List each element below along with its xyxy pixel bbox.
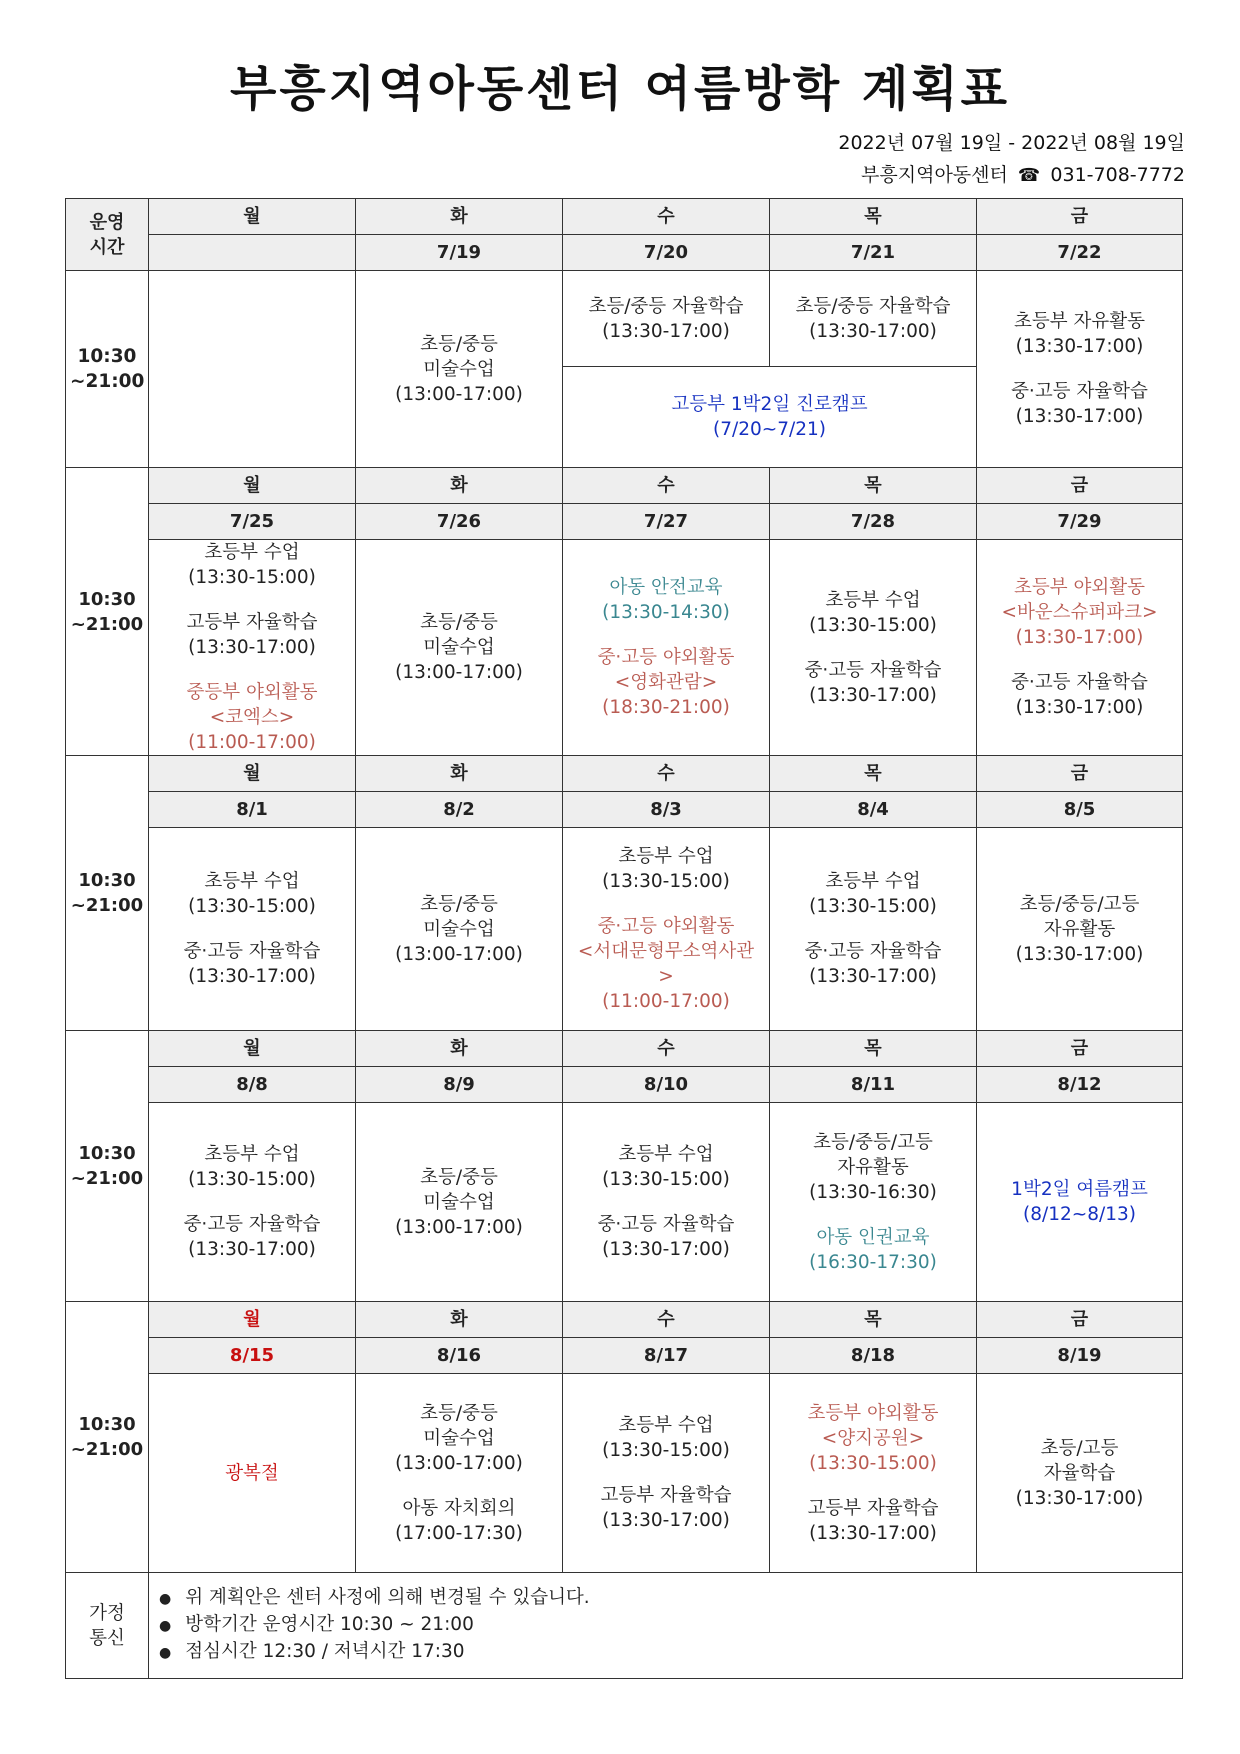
date-cell: 8/11	[770, 1067, 977, 1103]
day-wed: 수	[563, 1031, 770, 1067]
schedule-cell: 초등부 자유활동 (13:30-17:00) 중·고등 자율학습 (13:30-17:00)	[977, 271, 1183, 468]
bullet-icon: ●	[159, 1645, 172, 1661]
day-thu: 목	[770, 199, 977, 235]
day-mon: 월	[149, 1031, 356, 1067]
schedule-cell: 초등부 수업 (13:30-15:00) 중·고등 자율학습 (13:30-17:00)	[149, 828, 356, 1031]
date-cell: 7/28	[770, 504, 977, 540]
list-item: ● 점심시간 12:30 / 저녁시간 17:30	[159, 1641, 465, 1662]
bullet-icon: ●	[159, 1591, 172, 1607]
contact-info	[861, 160, 1185, 187]
phone-icon: ☎	[1017, 165, 1041, 186]
date-cell: 7/19	[356, 235, 563, 271]
day-fri: 금	[977, 468, 1183, 504]
date-cell: 8/3	[563, 792, 770, 828]
date-cell: 8/2	[356, 792, 563, 828]
schedule-cell: 초등/중등 미술수업 (13:00-17:00)	[356, 271, 563, 468]
schedule-cell: 초등/중등/고등 자유활동 (13:30-17:00)	[977, 828, 1183, 1031]
day-mon: 월	[149, 468, 356, 504]
day-mon-holiday: 월	[149, 1302, 356, 1338]
schedule-cell-empty	[149, 271, 356, 468]
date-cell: 8/16	[356, 1338, 563, 1374]
day-fri: 금	[977, 1302, 1183, 1338]
day-tue: 화	[356, 1302, 563, 1338]
day-tue: 화	[356, 756, 563, 792]
bullet-icon: ●	[159, 1618, 172, 1634]
phone-number: 031-708-7772	[1050, 164, 1185, 186]
schedule-cell: 아동 안전교육 (13:30-14:30) 중·고등 야외활동 <영화관람> (18:30-21:00)	[563, 540, 770, 756]
summer-camp-event: 1박2일 여름캠프 (8/12~8/13)	[977, 1103, 1183, 1302]
day-tue: 화	[356, 199, 563, 235]
date-cell-holiday: 8/15	[149, 1338, 356, 1374]
day-thu: 목	[770, 756, 977, 792]
schedule-cell: 초등부 야외활동 <바운스슈퍼파크> (13:30-17:00) 중·고등 자율학습 (13:30-17:00)	[977, 540, 1183, 756]
operating-time: 10:30 ~21:00	[66, 756, 149, 1031]
day-tue: 화	[356, 468, 563, 504]
schedule-cell: 초등/고등 자율학습 (13:30-17:00)	[977, 1374, 1183, 1573]
schedule-cell: 초등부 수업 (13:30-15:00) 고등부 자율학습 (13:30-17:00)	[563, 1374, 770, 1573]
schedule-cell: 초등부 수업 (13:30-15:00) 중·고등 야외활동 <서대문형무소역사관 > (11:00-17:00)	[563, 828, 770, 1031]
holiday-cell: 광복절	[149, 1374, 356, 1573]
day-fri: 금	[977, 199, 1183, 235]
day-wed: 수	[563, 1302, 770, 1338]
date-cell: 7/21	[770, 235, 977, 271]
date-cell: 8/1	[149, 792, 356, 828]
schedule-cell: 초등/중등 미술수업 (13:00-17:00)	[356, 1103, 563, 1302]
date-cell: 8/18	[770, 1338, 977, 1374]
page-title: 부흥지역아동센터 여름방학 계획표	[230, 61, 1010, 117]
date-cell: 8/8	[149, 1067, 356, 1103]
schedule-cell: 초등부 수업 (13:30-15:00) 고등부 자율학습 (13:30-17:00) 중등부 야외활동 <코엑스> (11:00-17:00)	[149, 540, 356, 756]
date-cell: 7/26	[356, 504, 563, 540]
schedule-cell: 초등/중등 미술수업 (13:00-17:00)	[356, 540, 563, 756]
schedule-cell: 초등/중등 자율학습 (13:30-17:00)	[770, 271, 977, 367]
center-name: 부흥지역아동센터	[861, 164, 1008, 186]
schedule-cell: 초등부 야외활동 <양지공원> (13:30-15:00) 고등부 자율학습 (13:30-17:00)	[770, 1374, 977, 1573]
day-fri: 금	[977, 756, 1183, 792]
day-mon: 월	[149, 756, 356, 792]
date-cell: 8/4	[770, 792, 977, 828]
time-header: 운영 시간	[66, 199, 149, 271]
date-cell	[149, 235, 356, 271]
plan-period: 2022년 07월 19일 - 2022년 08월 19일	[838, 132, 1185, 154]
date-cell: 8/12	[977, 1067, 1183, 1103]
schedule-cell: 초등/중등/고등 자유활동 (13:30-16:30) 아동 인권교육 (16:30-17:30)	[770, 1103, 977, 1302]
date-cell: 8/9	[356, 1067, 563, 1103]
date-cell: 8/10	[563, 1067, 770, 1103]
schedule-cell: 초등부 수업 (13:30-15:00) 중·고등 자율학습 (13:30-17:00)	[770, 540, 977, 756]
day-wed: 수	[563, 756, 770, 792]
schedule-cell: 초등/중등 미술수업 (13:00-17:00)	[356, 828, 563, 1031]
date-cell: 7/22	[977, 235, 1183, 271]
list-item: ● 위 계획안은 센터 사정에 의해 변경될 수 있습니다.	[159, 1587, 590, 1608]
day-thu: 목	[770, 1031, 977, 1067]
date-cell: 7/27	[563, 504, 770, 540]
schedule-cell: 초등/중등 자율학습 (13:30-17:00)	[563, 271, 770, 367]
day-thu: 목	[770, 468, 977, 504]
list-item: ● 방학기간 운영시간 10:30 ~ 21:00	[159, 1614, 474, 1635]
day-wed: 수	[563, 468, 770, 504]
schedule-cell: 초등부 수업 (13:30-15:00) 중·고등 자율학습 (13:30-17:00)	[563, 1103, 770, 1302]
date-cell: 7/20	[563, 235, 770, 271]
schedule-table	[65, 198, 1183, 1679]
date-cell: 8/19	[977, 1338, 1183, 1374]
operating-time: 10:30 ~21:00	[66, 1302, 149, 1573]
day-thu: 목	[770, 1302, 977, 1338]
operating-time: 10:30 ~21:00	[66, 468, 149, 756]
operating-time: 10:30 ~21:00	[66, 1031, 149, 1302]
operating-time: 10:30 ~21:00	[66, 271, 149, 468]
date-cell: 7/29	[977, 504, 1183, 540]
date-cell: 8/5	[977, 792, 1183, 828]
schedule-cell: 초등/중등 미술수업 (13:00-17:00) 아동 자치회의 (17:00-17:30)	[356, 1374, 563, 1573]
date-cell: 8/17	[563, 1338, 770, 1374]
day-wed: 수	[563, 199, 770, 235]
day-tue: 화	[356, 1031, 563, 1067]
schedule-cell: 초등부 수업 (13:30-15:00) 중·고등 자율학습 (13:30-17:00)	[149, 1103, 356, 1302]
schedule-cell: 초등부 수업 (13:30-15:00) 중·고등 자율학습 (13:30-17:00)	[770, 828, 977, 1031]
date-cell: 7/25	[149, 504, 356, 540]
day-fri: 금	[977, 1031, 1183, 1067]
career-camp-event: 고등부 1박2일 진로캠프 (7/20~7/21)	[563, 367, 977, 468]
day-mon: 월	[149, 199, 356, 235]
notes-list	[149, 1573, 1183, 1679]
notes-label: 가정 통신	[66, 1573, 149, 1679]
